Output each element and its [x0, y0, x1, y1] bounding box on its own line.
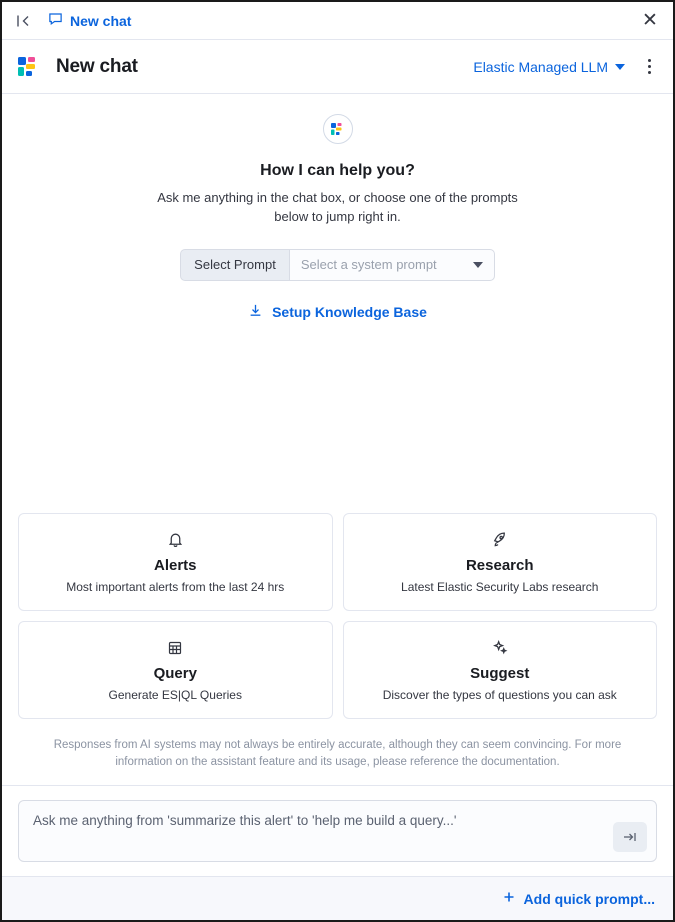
add-quick-prompt-label: Add quick prompt...: [523, 890, 655, 907]
topbar-chat-label: New chat: [70, 12, 132, 29]
rocket-icon: [491, 529, 508, 551]
ai-disclaimer: Responses from AI systems may not always be entirely accurate, although they can seem convincing. For more information on the assistant feature and its usage, please reference the documentation.: [53, 738, 622, 768]
card-title: Suggest: [470, 664, 530, 682]
card-query[interactable]: [18, 621, 333, 719]
connector-label: Elastic Managed LLM: [473, 58, 608, 75]
add-quick-prompt-button[interactable]: [502, 890, 655, 907]
card-description: Most important alerts from the last 24 hrs: [66, 579, 285, 594]
welcome-block: [18, 114, 657, 227]
download-icon: [248, 303, 263, 321]
card-description: Latest Elastic Security Labs research: [401, 579, 599, 594]
kebab-menu-icon[interactable]: [639, 56, 659, 78]
grid-table-icon: [167, 637, 183, 659]
chat-input-box[interactable]: [18, 800, 657, 862]
top-bar: [2, 2, 673, 40]
card-alerts[interactable]: [18, 513, 333, 611]
main-content: [2, 94, 673, 785]
card-research[interactable]: [343, 513, 658, 611]
plus-icon: [502, 890, 516, 907]
setup-knowledge-base-button[interactable]: [248, 303, 427, 321]
system-prompt-placeholder: Select a system prompt: [300, 257, 437, 273]
submit-arrow-icon[interactable]: [613, 822, 647, 852]
footer-bar: [2, 876, 673, 920]
page-title: New chat: [56, 55, 138, 77]
card-title: Alerts: [153, 556, 197, 574]
sparkles-icon: [491, 637, 508, 659]
card-description: Discover the types of questions you can ask: [382, 687, 617, 702]
collapse-panel-icon[interactable]: [14, 12, 32, 30]
topbar-new-chat[interactable]: [48, 11, 131, 31]
select-prompt-label: Select Prompt: [180, 249, 289, 281]
system-prompt-select[interactable]: [289, 249, 495, 281]
close-icon[interactable]: ✕: [642, 10, 658, 31]
quick-prompt-cards: [18, 513, 657, 719]
elastic-assistant-logo: [16, 54, 42, 80]
setup-knowledge-base-label: Setup Knowledge Base: [272, 303, 427, 320]
system-prompt-row: [18, 249, 657, 281]
chat-bubble-icon: [48, 11, 63, 31]
chevron-down-icon: [615, 64, 625, 70]
chat-input-area: [2, 785, 673, 876]
knowledge-base-row: [18, 303, 657, 321]
bell-icon: [167, 529, 184, 551]
chat-input-placeholder: Ask me anything from 'summarize this alert' to 'help me build a query...': [33, 813, 457, 828]
card-title: Query: [153, 664, 197, 682]
welcome-title: How I can help you?: [260, 162, 415, 179]
card-title: Research: [465, 556, 534, 574]
card-suggest[interactable]: [343, 621, 658, 719]
welcome-subtitle: Ask me anything in the chat box, or choose one of the prompts below to jump right in.: [157, 190, 518, 224]
conversation-header: [2, 40, 673, 94]
card-description: Generate ES|QL Queries: [108, 687, 242, 702]
assistant-avatar-icon: [323, 114, 353, 144]
connector-selector[interactable]: [473, 59, 625, 75]
chevron-down-icon: [473, 262, 483, 268]
header-actions: [473, 56, 659, 78]
